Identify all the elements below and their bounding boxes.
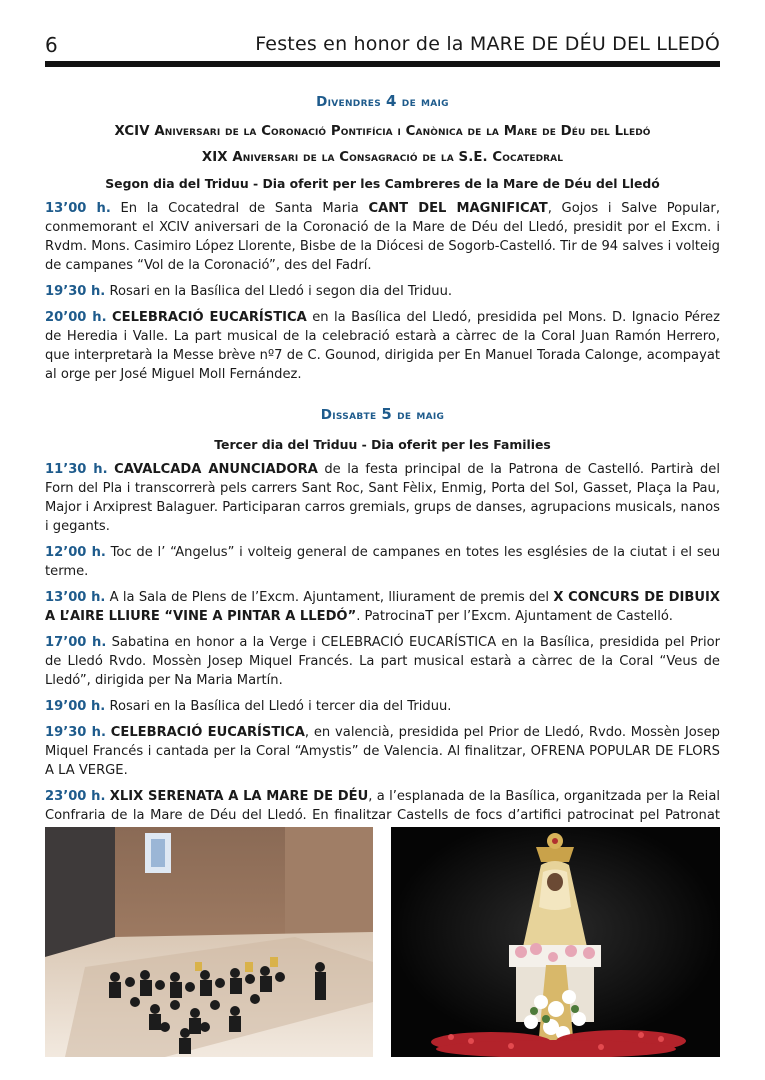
- event-entry: 19’30 h. Rosari en la Basílica del Lledó i segon dia del Triduu.: [45, 284, 453, 299]
- event-entry: 13’00 h. En la Cocatedral de Santa Maria CANT DEL MAGNIFICAT, Gojos i Salve Popular, conmemorant el XCIV aniversari de la Coronació de la Mare de Déu del Lledó, presidit por el Excm. i Rvdm. Mons. Casimiro López Llorente, Bisbe de la Diócesi de Sogorb-Castelló. Tir de 94 salves i volteig de campanes “Vol de la Coronació”, des del Fadrí.: [45, 201, 720, 273]
- event-entry: 19’00 h. Rosari en la Basílica del Lledó i tercer dia del Triduu.: [45, 699, 452, 714]
- event-entry: 12’00 h. Toc de l’ “Angelus” i volteig general de campanes en totes les esglésies de la ciutat i el seu terme.: [45, 545, 720, 579]
- event-entry: 19’30 h. CELEBRACIÓ EUCARÍSTICA, en valencià, presidida pel Prior de Lledó, Rvdo. Mossèn Josep Miquel Francés i cantada per la Coral “Amystis” de Valencia. Al finalitzar, OFRENA POPULAR DE FLORS A LA VERGE.: [45, 725, 720, 778]
- anniversary-coronation: XCIV Aniversari de la Coronació Pontifícia i Canònica de la Mare de Déu del Lledó: [114, 124, 651, 139]
- program-content: [45, 92, 720, 851]
- orchestra-concert-photo: [45, 827, 373, 1057]
- day-title-saturday: Dissabte 5 de maig: [320, 405, 445, 423]
- page-number: 6: [45, 33, 58, 57]
- triduum-day-3-line: Tercer dia del Triduu - Dia oferit per les Families: [214, 437, 551, 452]
- event-entry: 20’00 h. CELEBRACIÓ EUCARÍSTICA en la Basílica del Lledó, presidida pel Mons. D. Ignacio Pérez de Heredia i Valle. La part musical de la celebració estarà a càrrec de la Coral Juan Ramón Herrero, que interpretarà la Messe brève nº7 de C. Gounod, dirigida per En Manuel Torada Calonge, acompayat al orge per José Miguel Moll Fernández.: [45, 310, 720, 382]
- event-entry: 23’00 h. XLIX SERENATA A LA MARE DE DÉU, a l’esplanada de la Basílica, organitzada per la Reial Confraria de la Mare de Déu del Lledó. En finalitzar Castells de focs d’artifici patrocinat pel Patronat: [45, 789, 720, 823]
- event-entry: 11’30 h. CAVALCADA ANUNCIADORA de la festa principal de la Patrona de Castelló. Partirà del Forn del Pla i transcorrerà pels carrers Sant Roc, Sant Fèlix, Enmig, Porta del Sol, Gasset, Plaça la Pau, Major i Arxiprest Balaguer. Participaran carros gremials, grups de danses, agrupacions musicals, nanos i gegants.: [45, 462, 720, 534]
- event-entry: 17’00 h. Sabatina en honor a la Verge i CELEBRACIÓ EUCARÍSTICA en la Basílica, presidida pel Prior de Lledó Rvdo. Mossèn Josep Miquel Francés. La part musical estarà a càrrec de la Coral “Veus de Lledó”, dirigida per Na Maria Martín.: [45, 635, 720, 688]
- day-title-friday: Divendres 4 de maig: [316, 92, 449, 110]
- header-rule: [45, 61, 720, 67]
- running-title: Festes en honor de la MARE DE DÉU DEL LLEDÓ: [255, 33, 720, 55]
- virgin-statue-flowers-photo: [391, 827, 720, 1057]
- event-entry: 13’00 h. A la Sala de Plens de l’Excm. Ajuntament, lliurament de premis del X CONCURS DE DIBUIX A L’AIRE LLIURE “VINE A PINTAR A LLEDÓ”. PatrocinaT per l’Excm. Ajuntament de Castelló.: [45, 590, 721, 624]
- anniversary-consecration: XIX Aniversari de la Consagració de la S.E. Cocatedral: [201, 150, 564, 165]
- triduum-day-2-line: Segon dia del Triduu - Dia oferit per les Cambreres de la Mare de Déu del Lledó: [105, 176, 660, 191]
